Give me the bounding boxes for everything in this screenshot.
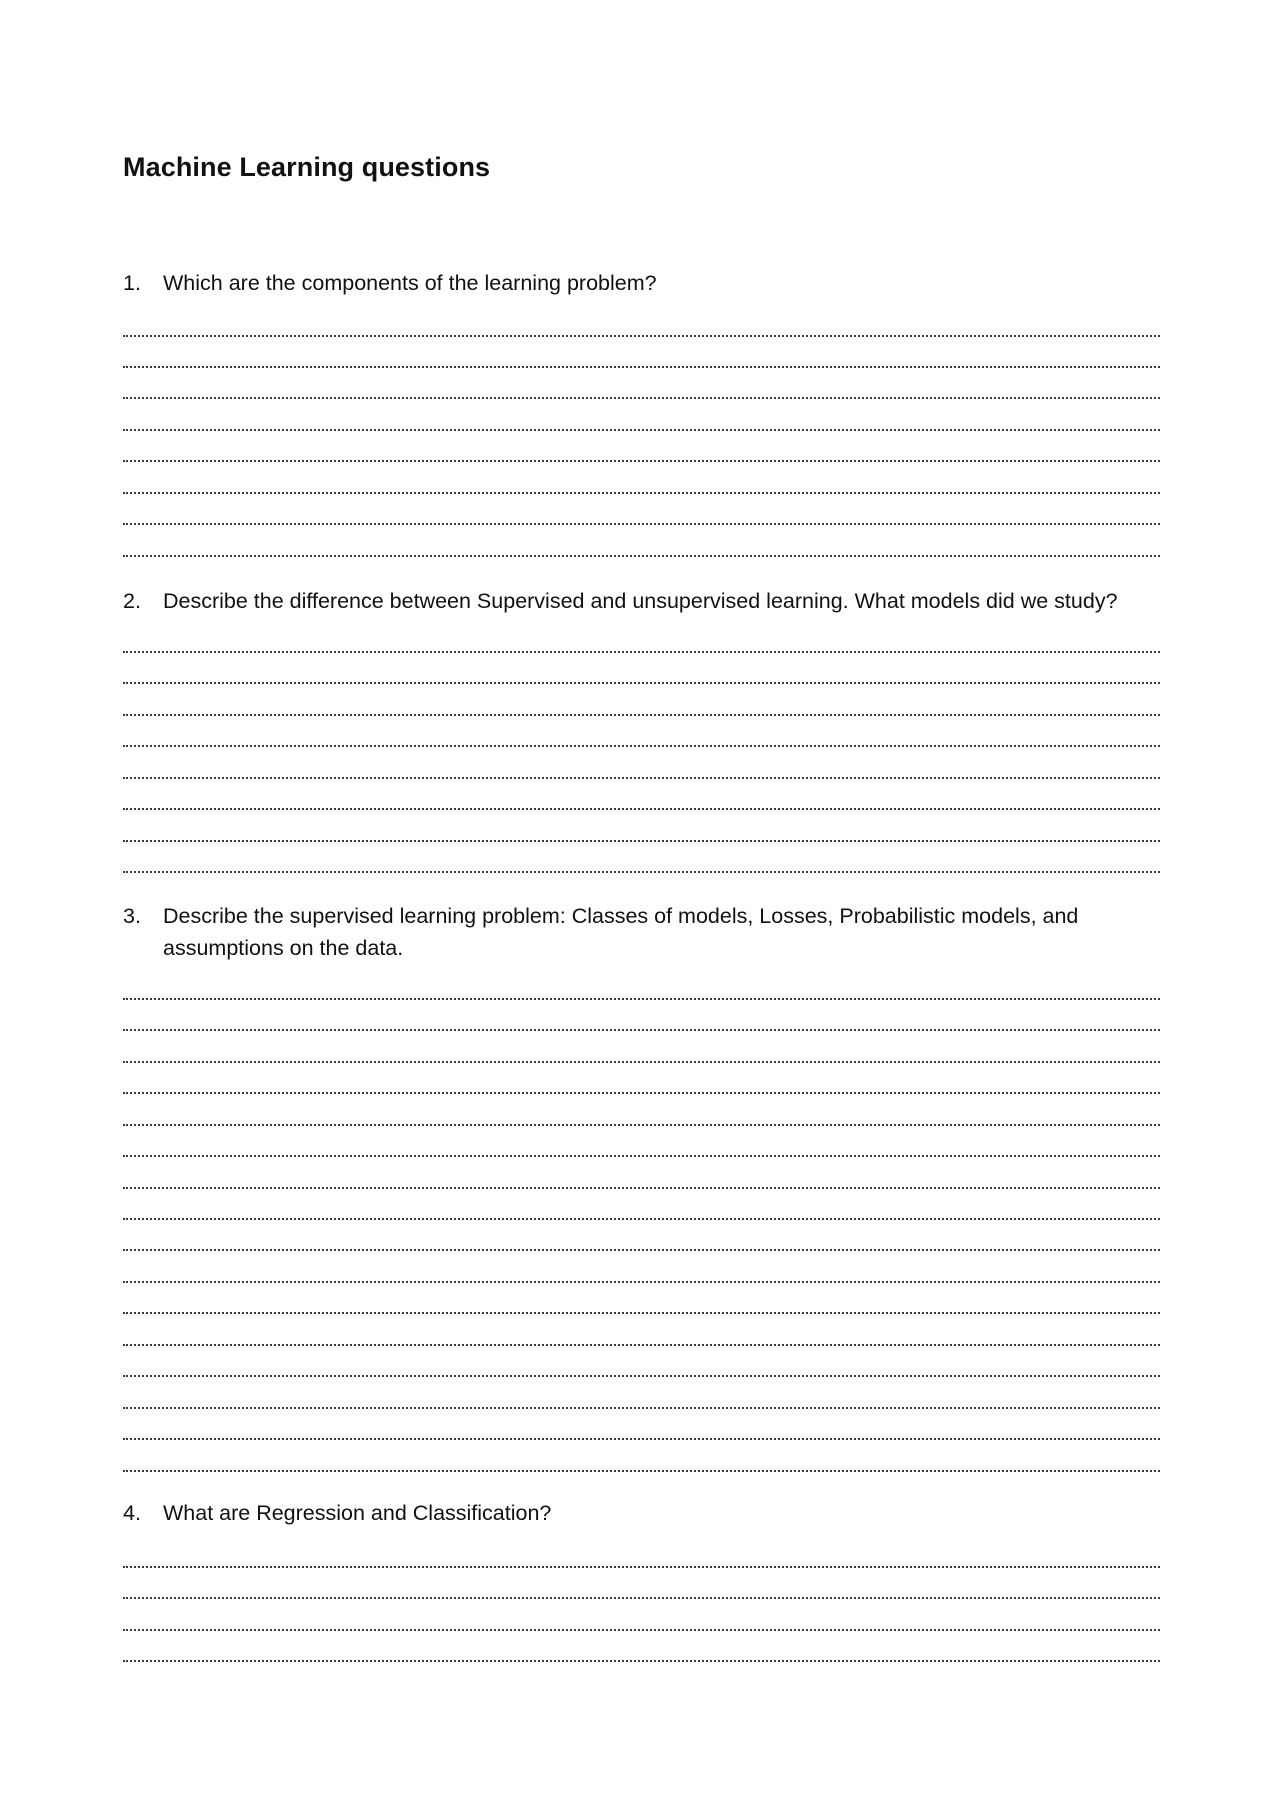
answer-line[interactable] <box>123 1660 1160 1662</box>
answer-line[interactable] <box>123 429 1160 431</box>
answer-line[interactable] <box>123 335 1160 337</box>
answer-line[interactable] <box>123 714 1160 716</box>
answer-line[interactable] <box>123 555 1160 557</box>
question-1 <box>123 267 1153 299</box>
question-number: 3. <box>123 904 141 928</box>
answer-line[interactable] <box>123 1155 1160 1157</box>
question-text: Which are the components of the learning problem? <box>163 271 657 295</box>
question-4 <box>123 1497 1153 1529</box>
answer-line[interactable] <box>123 1029 1160 1031</box>
question-number: 2. <box>123 589 141 613</box>
question-2 <box>123 585 1153 617</box>
answer-line[interactable] <box>123 777 1160 779</box>
answer-line[interactable] <box>123 1470 1160 1472</box>
answer-line[interactable] <box>123 1092 1160 1094</box>
answer-line[interactable] <box>123 808 1160 810</box>
answer-line[interactable] <box>123 523 1160 525</box>
answer-line[interactable] <box>123 1407 1160 1409</box>
answer-line[interactable] <box>123 1566 1160 1568</box>
answer-line[interactable] <box>123 1061 1160 1063</box>
answer-line[interactable] <box>123 745 1160 747</box>
page-title: Machine Learning questions <box>123 152 491 182</box>
answer-line[interactable] <box>123 682 1160 684</box>
answer-line[interactable] <box>123 871 1160 873</box>
answer-line[interactable] <box>123 460 1160 462</box>
question-text: Describe the difference between Supervised and unsupervised learning. What models did we study? <box>163 589 1118 613</box>
answer-line[interactable] <box>123 1629 1160 1631</box>
answer-line[interactable] <box>123 1249 1160 1251</box>
answer-line[interactable] <box>123 840 1160 842</box>
question-3 <box>123 900 1153 964</box>
answer-line[interactable] <box>123 492 1160 494</box>
answer-line[interactable] <box>123 1124 1160 1126</box>
answer-line[interactable] <box>123 1281 1160 1283</box>
answer-line[interactable] <box>123 1375 1160 1377</box>
answer-line[interactable] <box>123 1344 1160 1346</box>
question-number: 4. <box>123 1501 141 1525</box>
answer-line[interactable] <box>123 1312 1160 1314</box>
answer-line[interactable] <box>123 1218 1160 1220</box>
answer-line[interactable] <box>123 1438 1160 1440</box>
question-number: 1. <box>123 271 141 295</box>
question-text: Describe the supervised learning problem: Classes of models, Losses, Probabilistic models, and assumptions on the data. <box>163 904 1079 960</box>
question-text: What are Regression and Classification? <box>163 1501 552 1525</box>
answer-line[interactable] <box>123 651 1160 653</box>
answer-line[interactable] <box>123 397 1160 399</box>
answer-line[interactable] <box>123 366 1160 368</box>
answer-line[interactable] <box>123 1597 1160 1599</box>
answer-line[interactable] <box>123 1187 1160 1189</box>
answer-line[interactable] <box>123 998 1160 1000</box>
